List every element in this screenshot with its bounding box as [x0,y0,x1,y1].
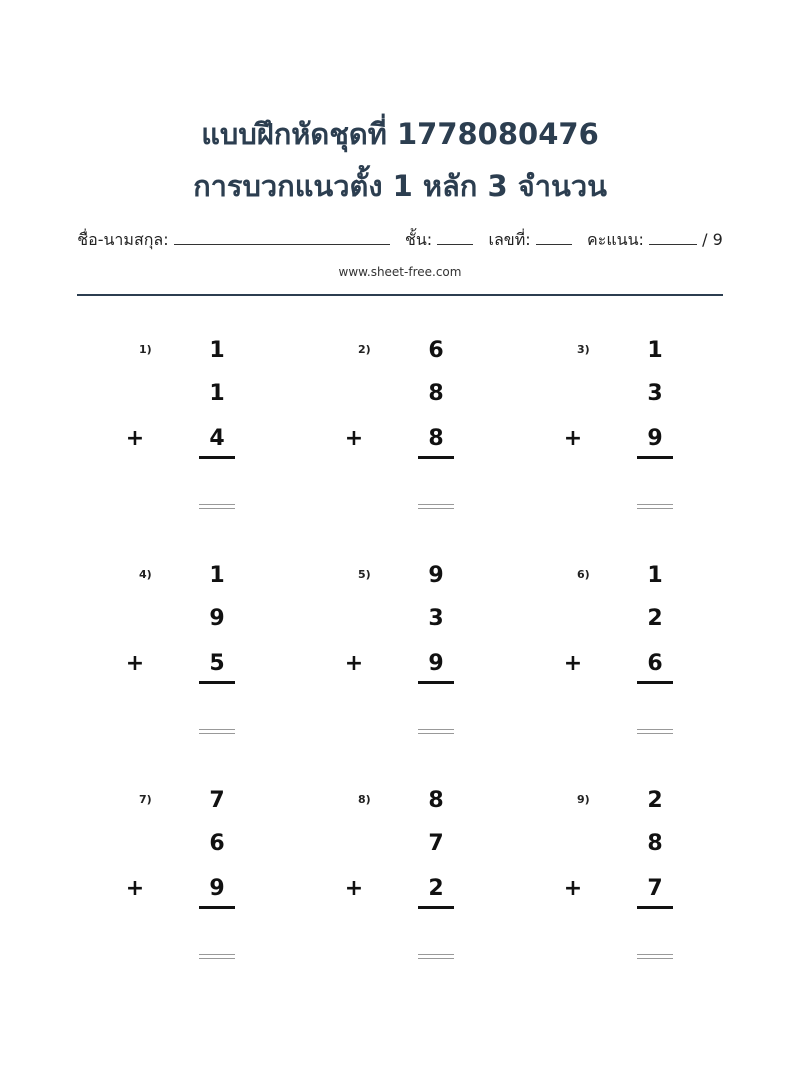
website-url: www.sheet-free.com [338,265,462,279]
plus-sign: + [344,426,364,451]
addend-3: 7 [647,876,663,901]
plus-sign: + [344,651,364,676]
plus-sign: + [125,651,145,676]
addend-3: 4 [209,426,225,451]
problem-number: 4) [139,568,152,581]
addend-1: 9 [428,563,444,588]
problem-number: 6) [577,568,590,581]
problem-6 [563,562,751,752]
addend-2: 7 [428,831,444,856]
addend-1: 1 [647,338,663,363]
addend-2: 2 [647,606,663,631]
answer-line [418,954,454,959]
addend-3: 9 [647,426,663,451]
student-number-blank [536,230,572,245]
answer-line [199,504,235,509]
problem-4 [125,562,313,752]
addend-2: 9 [209,606,225,631]
addend-1: 1 [209,338,225,363]
header-divider [77,294,723,296]
problem-8 [344,787,532,977]
problem-number: 8) [358,793,371,806]
score-label: คะแนน: [587,230,644,249]
name-blank [174,230,390,245]
addend-2: 8 [428,381,444,406]
sum-line [418,906,454,909]
addend-2: 3 [428,606,444,631]
problem-number: 9) [577,793,590,806]
addend-1: 2 [647,788,663,813]
score-total: / 9 [702,230,723,249]
sum-line [637,906,673,909]
problem-9 [563,787,751,977]
sum-line [199,906,235,909]
problem-5 [344,562,532,752]
problem-number: 5) [358,568,371,581]
answer-line [199,729,235,734]
answer-line [199,954,235,959]
addend-1: 8 [428,788,444,813]
addend-2: 6 [209,831,225,856]
answer-line [418,504,454,509]
addend-3: 2 [428,876,444,901]
answer-line [637,729,673,734]
problem-3 [563,337,751,527]
plus-sign: + [563,651,583,676]
problem-7 [125,787,313,977]
problem-number: 1) [139,343,152,356]
answer-line [637,504,673,509]
addend-3: 8 [428,426,444,451]
plus-sign: + [125,426,145,451]
worksheet-subtitle: การบวกแนวตั้ง 1 หลัก 3 จำนวน [193,169,607,203]
addend-2: 1 [209,381,225,406]
sum-line [199,456,235,459]
student-info-row [0,228,800,252]
addend-2: 3 [647,381,663,406]
plus-sign: + [563,426,583,451]
addend-1: 1 [647,563,663,588]
answer-line [418,729,454,734]
problem-1 [125,337,313,527]
sum-line [637,681,673,684]
plus-sign: + [125,876,145,901]
answer-line [637,954,673,959]
problem-number: 7) [139,793,152,806]
worksheet-title: แบบฝึกหัดชุดที่ 1778080476 [201,117,599,151]
plus-sign: + [344,876,364,901]
sum-line [199,681,235,684]
problem-number: 2) [358,343,371,356]
addend-1: 6 [428,338,444,363]
name-label: ชื่อ-นามสกุล: [77,230,169,249]
addend-1: 1 [209,563,225,588]
addend-3: 6 [647,651,663,676]
addend-2: 8 [647,831,663,856]
class-label: ชั้น: [404,230,433,249]
class-blank [437,230,473,245]
problem-2 [344,337,532,527]
sum-line [637,456,673,459]
student-number-label: เลขที่: [488,230,531,249]
addend-3: 9 [209,876,225,901]
addend-1: 7 [209,788,225,813]
addend-3: 5 [209,651,225,676]
plus-sign: + [563,876,583,901]
sum-line [418,681,454,684]
addend-3: 9 [428,651,444,676]
score-blank [649,230,697,245]
problem-number: 3) [577,343,590,356]
sum-line [418,456,454,459]
